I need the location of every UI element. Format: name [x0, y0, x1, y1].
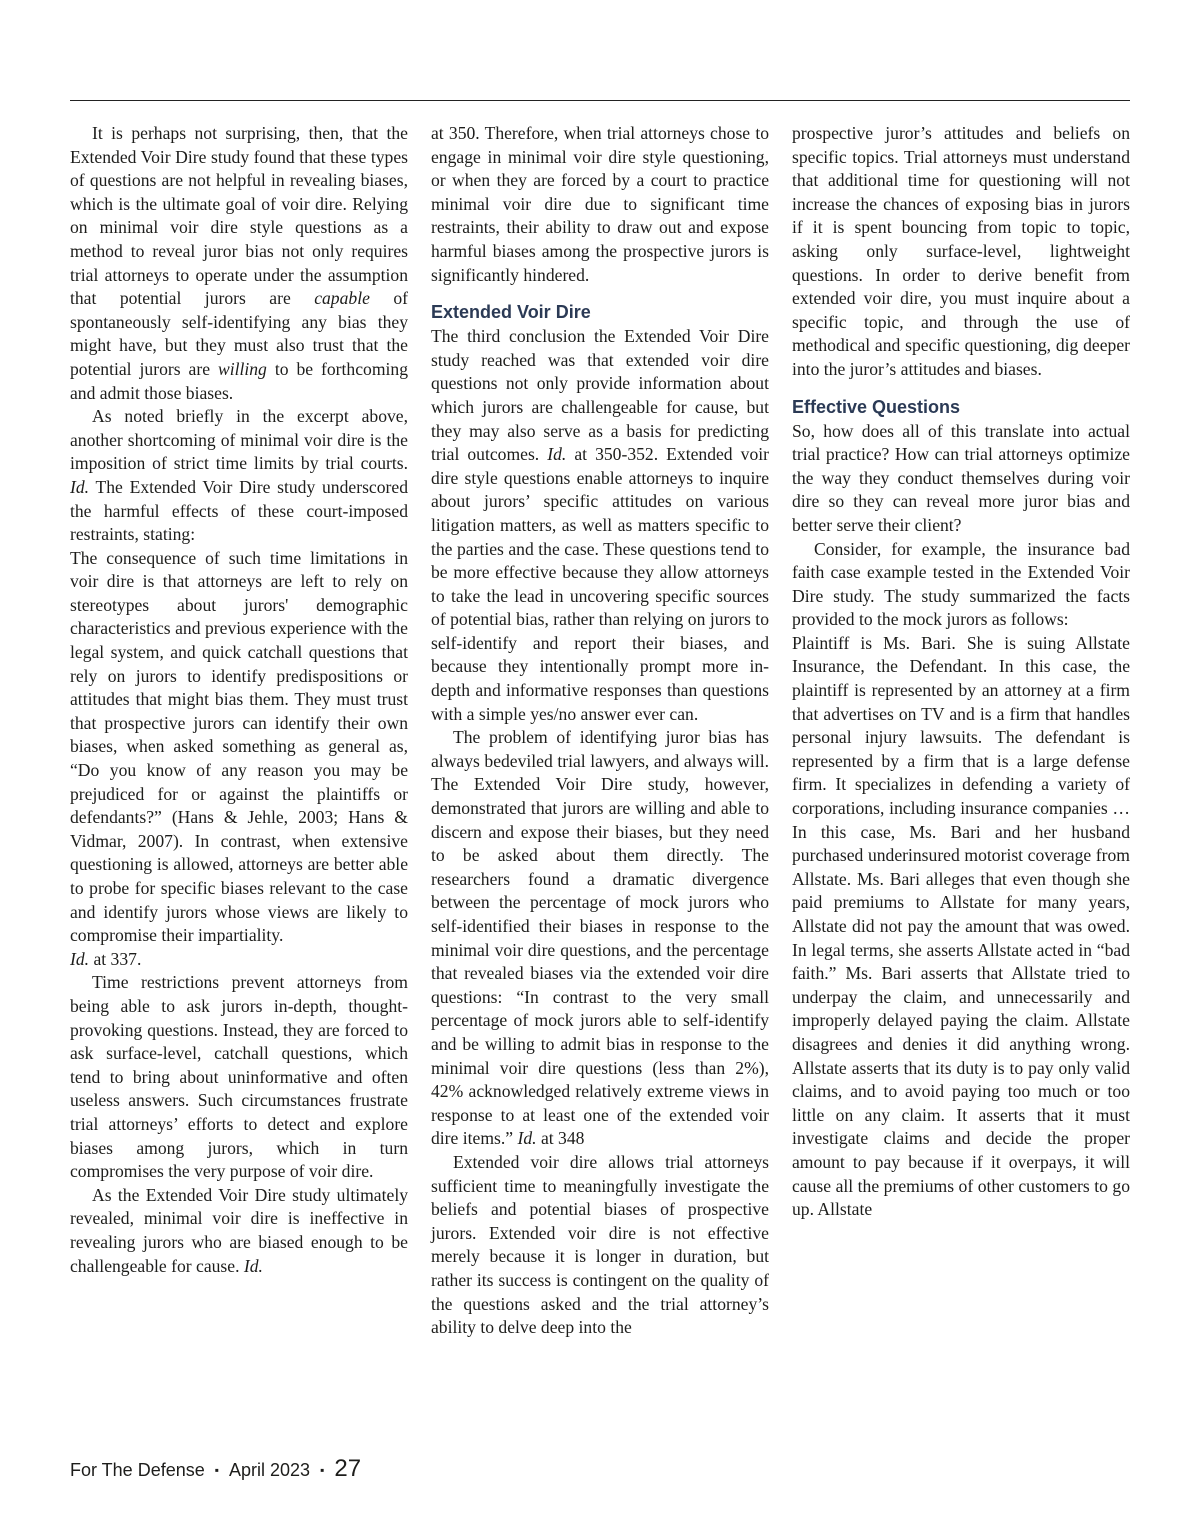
text: It is perhaps not surprising, then, that the Extended Voir Dire study found that these types of questions are not helpful in revealing biases, which is the ultimate goal of voir dire. Relying on minimal voir dire style questions as a method to reveal juror bias not only requires trial attorneys to operate under the assumption that potential jurors are — [70, 123, 408, 309]
text: at 350-352. Extended voir dire style questions enable attorneys to inquire about jurors’ specific attitudes on various litigation matters, as well as matters specific to the parties and the case. These questions tend to be more effective because they allow attorneys to take the lead in uncovering specific sources of potential bias, rather than relying on jurors to self-identify and report their biases, and because they intentionally prompt more in-depth and informative responses than questions with a simple yes/no answer ever can. — [431, 444, 769, 724]
paragraph: prospective juror’s attitudes and beliefs on specific topics. Trial attorneys must understand that additional time for questioning will not increase the chances of exposing bias in jurors if it is spent bouncing from topic to topic, asking only surface-level, lightweight questions. In order to derive benefit from extended voir dire, you must inquire about a specific topic, and through the use of methodical and specific questioning, dig deeper into the juror’s attitudes and biases. — [792, 123, 1130, 379]
text: As the Extended Voir Dire study ultimately revealed, minimal voir dire is ineffective in revealing jurors who are biased enough to be challengeable for cause. — [70, 1184, 408, 1276]
emphasis: Id. — [517, 1128, 537, 1149]
citation — [70, 948, 408, 972]
section-heading: Effective Questions — [792, 396, 961, 417]
emphasis: willing — [217, 358, 267, 379]
paragraph — [431, 325, 769, 726]
text: of spontaneously self-identifying any bias they might have, but they must also trust that the potential jurors are — [70, 288, 408, 379]
paragraph — [70, 122, 408, 405]
header-rule — [70, 100, 1130, 101]
text: The problem of identifying juror bias has always bedeviled trial lawyers, and always will. The Extended Voir Dire study, however, demonstrated that jurors are willing and able to discern and expose their biases, but they need to be asked about them directly. The researchers found a dramatic divergence between the percentage of mock jurors who self-identified their biases in response to the minimal voir dire questions, and the percentage that revealed biases via the extended voir dire questions: “In contrast to the very small percentage of mock jurors able to self-identify and be willing to admit bias in response to the minimal voir dire questions (less than 2%), 42% acknowledged relatively extreme views in response to at least one of the extended voir dire items.” — [431, 727, 769, 1149]
paragraph — [70, 1184, 408, 1278]
emphasis: capable — [314, 288, 370, 309]
text: As noted briefly in the excerpt above, another shortcoming of minimal voir dire is the imposition of strict time limits by trial courts. — [70, 406, 408, 474]
paragraph — [70, 405, 408, 547]
text: at 348 — [536, 1128, 585, 1149]
bullet-separator: ▪ — [214, 1463, 220, 1477]
text: at 337. — [89, 948, 142, 969]
column-3 — [792, 122, 1130, 1222]
page-footer — [70, 1455, 361, 1483]
emphasis: Id. — [70, 476, 90, 497]
emphasis: Id. — [547, 444, 567, 465]
issue-date: April 2023 — [229, 1460, 311, 1480]
paragraph — [431, 726, 769, 1151]
paragraph: Extended voir dire allows trial attorneys sufficient time to meaningfully investigate the beliefs and potential biases of prospective jurors. Extended voir dire is not effective merely because it is longer in duration, but rather its success is contingent on the quality of the questions asked and the trial attorney’s ability to delve deep into the — [431, 1151, 769, 1338]
bullet-separator: ▪ — [320, 1463, 325, 1477]
emphasis: Id. — [243, 1255, 263, 1276]
column-2 — [431, 122, 769, 1340]
block-quote: The consequence of such time limitations in voir dire is that attorneys are left to rely on stereotypes about jurors' demographic characteristics and previous experience with the legal system, and quick catchall questions that rely on jurors to identify predispositions or attitudes that might bias them. They must trust that prospective jurors can identify their own biases, when asked something as general as, “Do you know of any reason you may be prejudiced for or against the plaintiffs or defendants?” (Hans & Jehle, 2003; Hans & Vidmar, 2007). In contrast, when extensive questioning is allowed, attorneys are better able to probe for specific biases relevant to the case and identify jurors whose views are likely to compromise their impartiality. — [70, 547, 408, 946]
emphasis: Id. — [70, 948, 90, 969]
page-number: 27 — [334, 1455, 362, 1482]
paragraph: Time restrictions prevent attorneys from being able to ask jurors in-depth, thought-provoking questions. Instead, they are forced to ask surface-level, catchall questions, which tend to bring about uninformative and often useless answers. Such circumstances frustrate trial attorneys’ efforts to detect and explore biases among jurors, which in turn compromises the very purpose of voir dire. — [70, 972, 408, 1182]
text: to be forthcoming and admit those biases. — [70, 358, 408, 403]
section-heading: Extended Voir Dire — [431, 302, 591, 323]
paragraph: at 350. Therefore, when trial attorneys chose to engage in minimal voir dire style questioning, or when they are forced by a court to practice minimal voir dire due to significant time restraints, their ability to draw out and expose harmful biases among the prospective jurors is significantly hindered. — [431, 123, 769, 285]
block-quote: Plaintiff is Ms. Bari. She is suing Allstate Insurance, the Defendant. In this case, the plaintiff is represented by an attorney at a firm that advertises on TV and is a firm that handles personal injury lawsuits. The defendant is represented by a firm that is a large defense firm. It specializes in defending a variety of corporations, including insurance companies … In this case, Ms. Bari and her husband purchased underinsured motorist coverage from Allstate. Ms. Bari alleges that even though she paid premiums to Allstate for many years, Allstate did not pay the amount that was owed. In legal terms, she asserts Allstate acted in “bad faith.” Ms. Bari asserts that Allstate tried to underpay the claim, and unnecessarily and improperly delayed paying the claim. Allstate disagrees and denies it did anything wrong. Allstate asserts that its duty is to pay only valid claims, and to avoid paying too much or too little on any claim. It asserts that it must investigate claims and decide the proper amount to pay because if it overpays, it will cause all the premiums of other customers to go up. Allstate — [792, 632, 1130, 1220]
paragraph: Consider, for example, the insurance bad faith case example tested in the Extended Voir Dire study. The study summarized the facts provided to the mock jurors as follows: — [792, 538, 1130, 630]
text: The third conclusion the Extended Voir Dire study reached was that extended voir dire questions not only provide information about which jurors are challengeable for cause, but they may also serve as a basis for predicting trial outcomes. — [431, 326, 769, 465]
column-1 — [70, 122, 408, 1278]
publication-name: For The Defense — [70, 1460, 205, 1480]
text: The Extended Voir Dire study underscored the harmful effects of these court-imposed restraints, stating: — [70, 476, 408, 545]
paragraph: So, how does all of this translate into actual trial practice? How can trial attorneys optimize the way they conduct themselves during voir dire so they can reveal more juror bias and better serve their client? — [792, 420, 1130, 535]
